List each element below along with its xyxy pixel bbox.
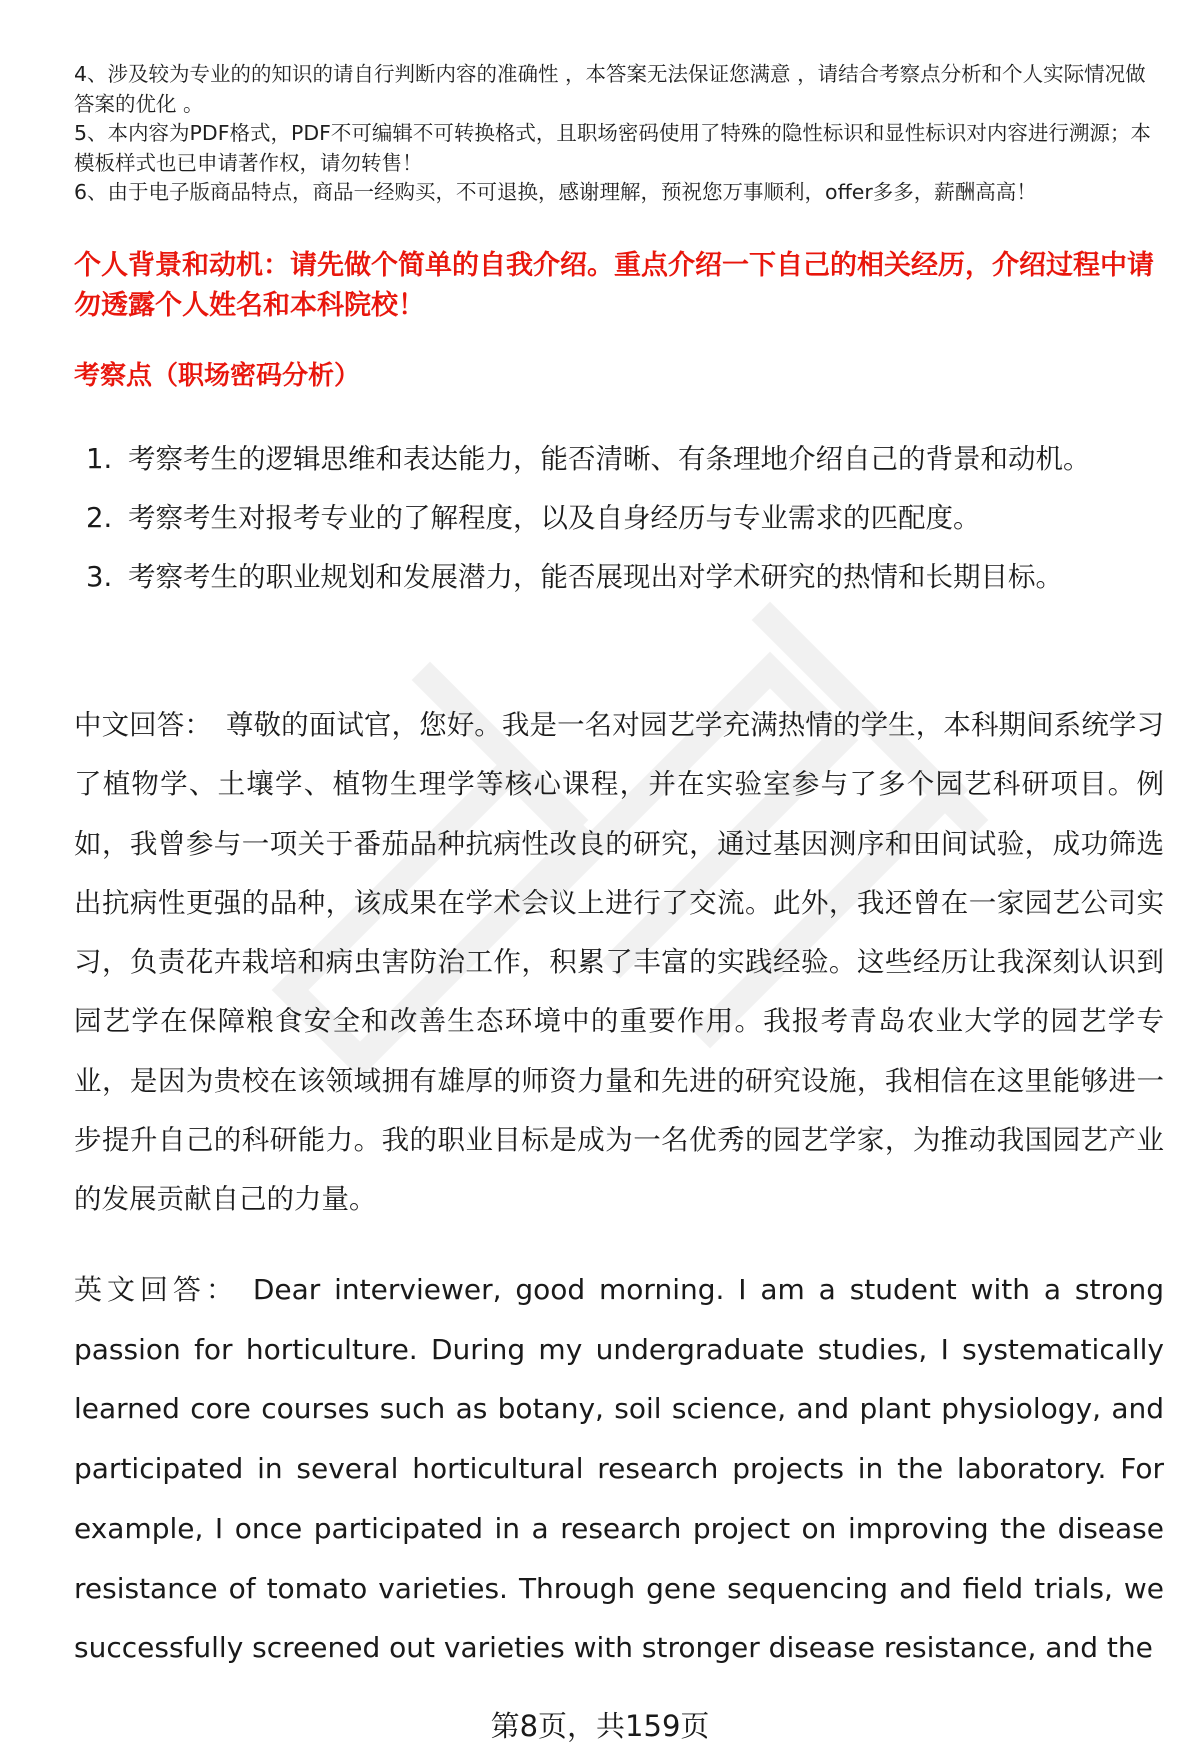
note-item: 6、由于电子版商品特点，商品一经购买，不可退换，感谢理解，预祝您万事顺利，offer多多，薪酬高高！: [74, 180, 1037, 204]
note-item: 5、本内容为PDF格式，PDF不可编辑不可转换格式，且职场密码使用了特殊的隐性标识和显性标识对内容进行溯源；本模板样式也已申请著作权，请勿转售！: [74, 121, 1151, 175]
notes-section: [74, 60, 1164, 208]
chinese-answer: [74, 696, 1164, 1230]
list-text: 考察考生对报考专业的了解程度，以及自身经历与专业需求的匹配度。: [128, 502, 981, 534]
list-item: [80, 548, 1150, 607]
analysis-list: [80, 430, 1150, 607]
list-item: [80, 489, 1150, 548]
chinese-answer-text: 尊敬的面试官，您好。我是一名对园艺学充满热情的学生，本科期间系统学习了植物学、土壤学、植物生理学等核心课程，并在实验室参与了多个园艺科研项目。例如，我曾参与一项关于番茄品种抗病性改良的研究，通过基因测序和田间试验，成功筛选出抗病性更强的品种，该成果在学术会议上进行了交流。此外，我还曾在一家园艺公司实习，负责花卉栽培和病虫害防治工作，积累了丰富的实践经验。这些经历让我深刻认识到园艺学在保障粮食安全和改善生态环境中的重要作用。我报考青岛农业大学的园艺学专业，是因为贵校在该领域拥有雄厚的师资力量和先进的研究设施，我相信在这里能够进一步提升自己的科研能力。我的职业目标是成为一名优秀的园艺学家，为推动我国园艺产业的发展贡献自己的力量。: [74, 709, 1165, 1216]
chinese-answer-label: 中文回答：: [74, 709, 212, 741]
page-footer: 第8页，共159页: [490, 1709, 710, 1743]
english-answer-label: 英文回答：: [74, 1273, 239, 1306]
list-number: 1.: [86, 443, 113, 475]
list-number: 2.: [86, 502, 113, 534]
analysis-title: 考察点（职场密码分析）: [74, 361, 361, 391]
list-item: [80, 430, 1150, 489]
list-text: 考察考生的职业规划和发展潜力，能否展现出对学术研究的热情和长期目标。: [128, 561, 1063, 593]
english-answer-text: Dear interviewer, good morning. I am a student with a strong passion for horticulture. During my undergraduate studies, I systematically learned core courses such as botany, soil science, and plant physiology, and participated in several horticultural research projects in the laboratory. For example, I once participated in a research project on improving the disease resistance of tomato varieties. Through gene sequencing and field trials, we successfully screened out varieties with stronger disease resistance, and the: [74, 1273, 1164, 1665]
note-item: 4、涉及较为专业的的知识的请自行判断内容的准确性 ，本答案无法保证您满意 ，请结合考察点分析和个人实际情况做答案的优化 。: [74, 62, 1146, 116]
question-heading: 个人背景和动机：请先做个简单的自我介绍。重点介绍一下自己的相关经历，介绍过程中请勿透露个人姓名和本科院校！: [74, 250, 1154, 321]
english-answer: [74, 1260, 1164, 1678]
list-number: 3.: [86, 561, 113, 593]
list-text: 考察考生的逻辑思维和表达能力，能否清晰、有条理地介绍自己的背景和动机。: [128, 443, 1091, 475]
